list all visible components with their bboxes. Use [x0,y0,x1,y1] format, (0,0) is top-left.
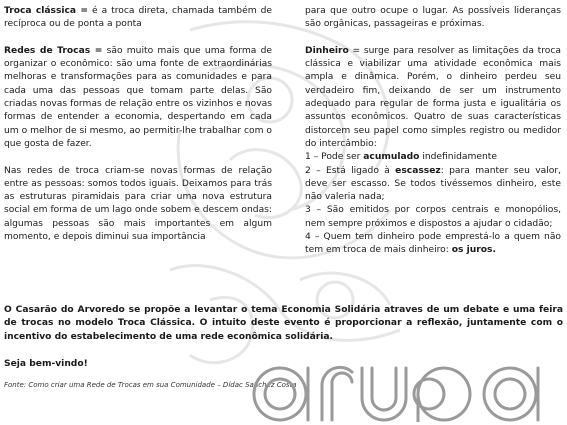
redes-relacao-paragraph: Nas redes de troca criam-se novas formas de relação entre as pessoas: somos todos iguais. Deixamos para trás as estruturas piramidais para criar uma nova estrutura social em forma de um lago onde sobem e descem ondas: algumas pessoas são mais importantes em algum momento, e depois diminui sua importância [4,165,272,243]
troca-classica-paragraph [4,5,272,32]
redes-de-trocas-paragraph [4,45,272,151]
dinheiro-term: Dinheiro [305,45,349,56]
list-item: 4 – Quem tem dinheiro pode emprestá-lo a quem não tem em troca de mais dinheiro: os juros. [305,232,561,256]
dinheiro-text: = surge para resolver as limitações da troca clássica e viabilizar uma atividade econômica mais ampla e dinâmica. Porém, o dinheiro perdeu seu verdadeiro fim, deixando de ser um instrumento adequado para regular de forma justa e igualitária os assuntos econômicos. Quatro de suas características distorcem seu papel como simples registro ou medidor do intercâmbio: [305,45,561,149]
list-item: 1 – Pode ser acumulado indefinidamente [305,152,497,163]
list-item: 2 – Está ligado à escassez: para manter seu valor, deve ser escasso. Se todos tivéssemos dinheiro, este não valeria nada; [305,165,562,203]
event-announcement: O Casarão do Arvoredo se propõe a levantar o tema Economia Solidária atraves de um debate e uma feira de trocas no modelo Troca Clássica. O intuito deste evento é proporcionar a reflexão, juntamente com o incentivo do estabelecimento de uma rede econômica solidária. [4,305,563,342]
dinheiro-paragraph [305,45,561,151]
right-text-column [305,5,561,258]
left-text-column [4,5,272,244]
welcome-text: Seja bem-vindo! [4,359,88,369]
redes-de-trocas-text: são muito mais que uma forma de organizar o econômico: são uma fonte de extraordinárias melhoras e transformações para as comunidades e para cada uma das pessoas que tomam parte delas. São criadas novas formas de relação entre os vizinhos e novas formas de entender a economia, despertando em cada um o melhor de si mesmo, ao permitir-lhe trabalhar com o que gosta de fazer. [4,45,272,149]
troca-classica-term: Troca clássica = [4,6,88,16]
redes-de-trocas-term: Redes de Trocas = [4,45,103,56]
troca-classica-text: é a troca direta, chamada também de recíproca ou de ponta a ponta [4,6,272,30]
list-item: 3 – São emitidos por corpos centrais e monopólios, nem sempre próximos e dispostos a ajudar o cidadão; [305,205,561,229]
liderancas-paragraph: para que outro ocupe o lugar. As possíveis lideranças são orgânicas, passageiras e próximas. [305,6,561,30]
source-citation: Fonte: Como criar uma Rede de Trocas em sua Comunidade – Dídac Sanchez Costa [4,381,297,389]
arupa-logo [252,342,564,422]
